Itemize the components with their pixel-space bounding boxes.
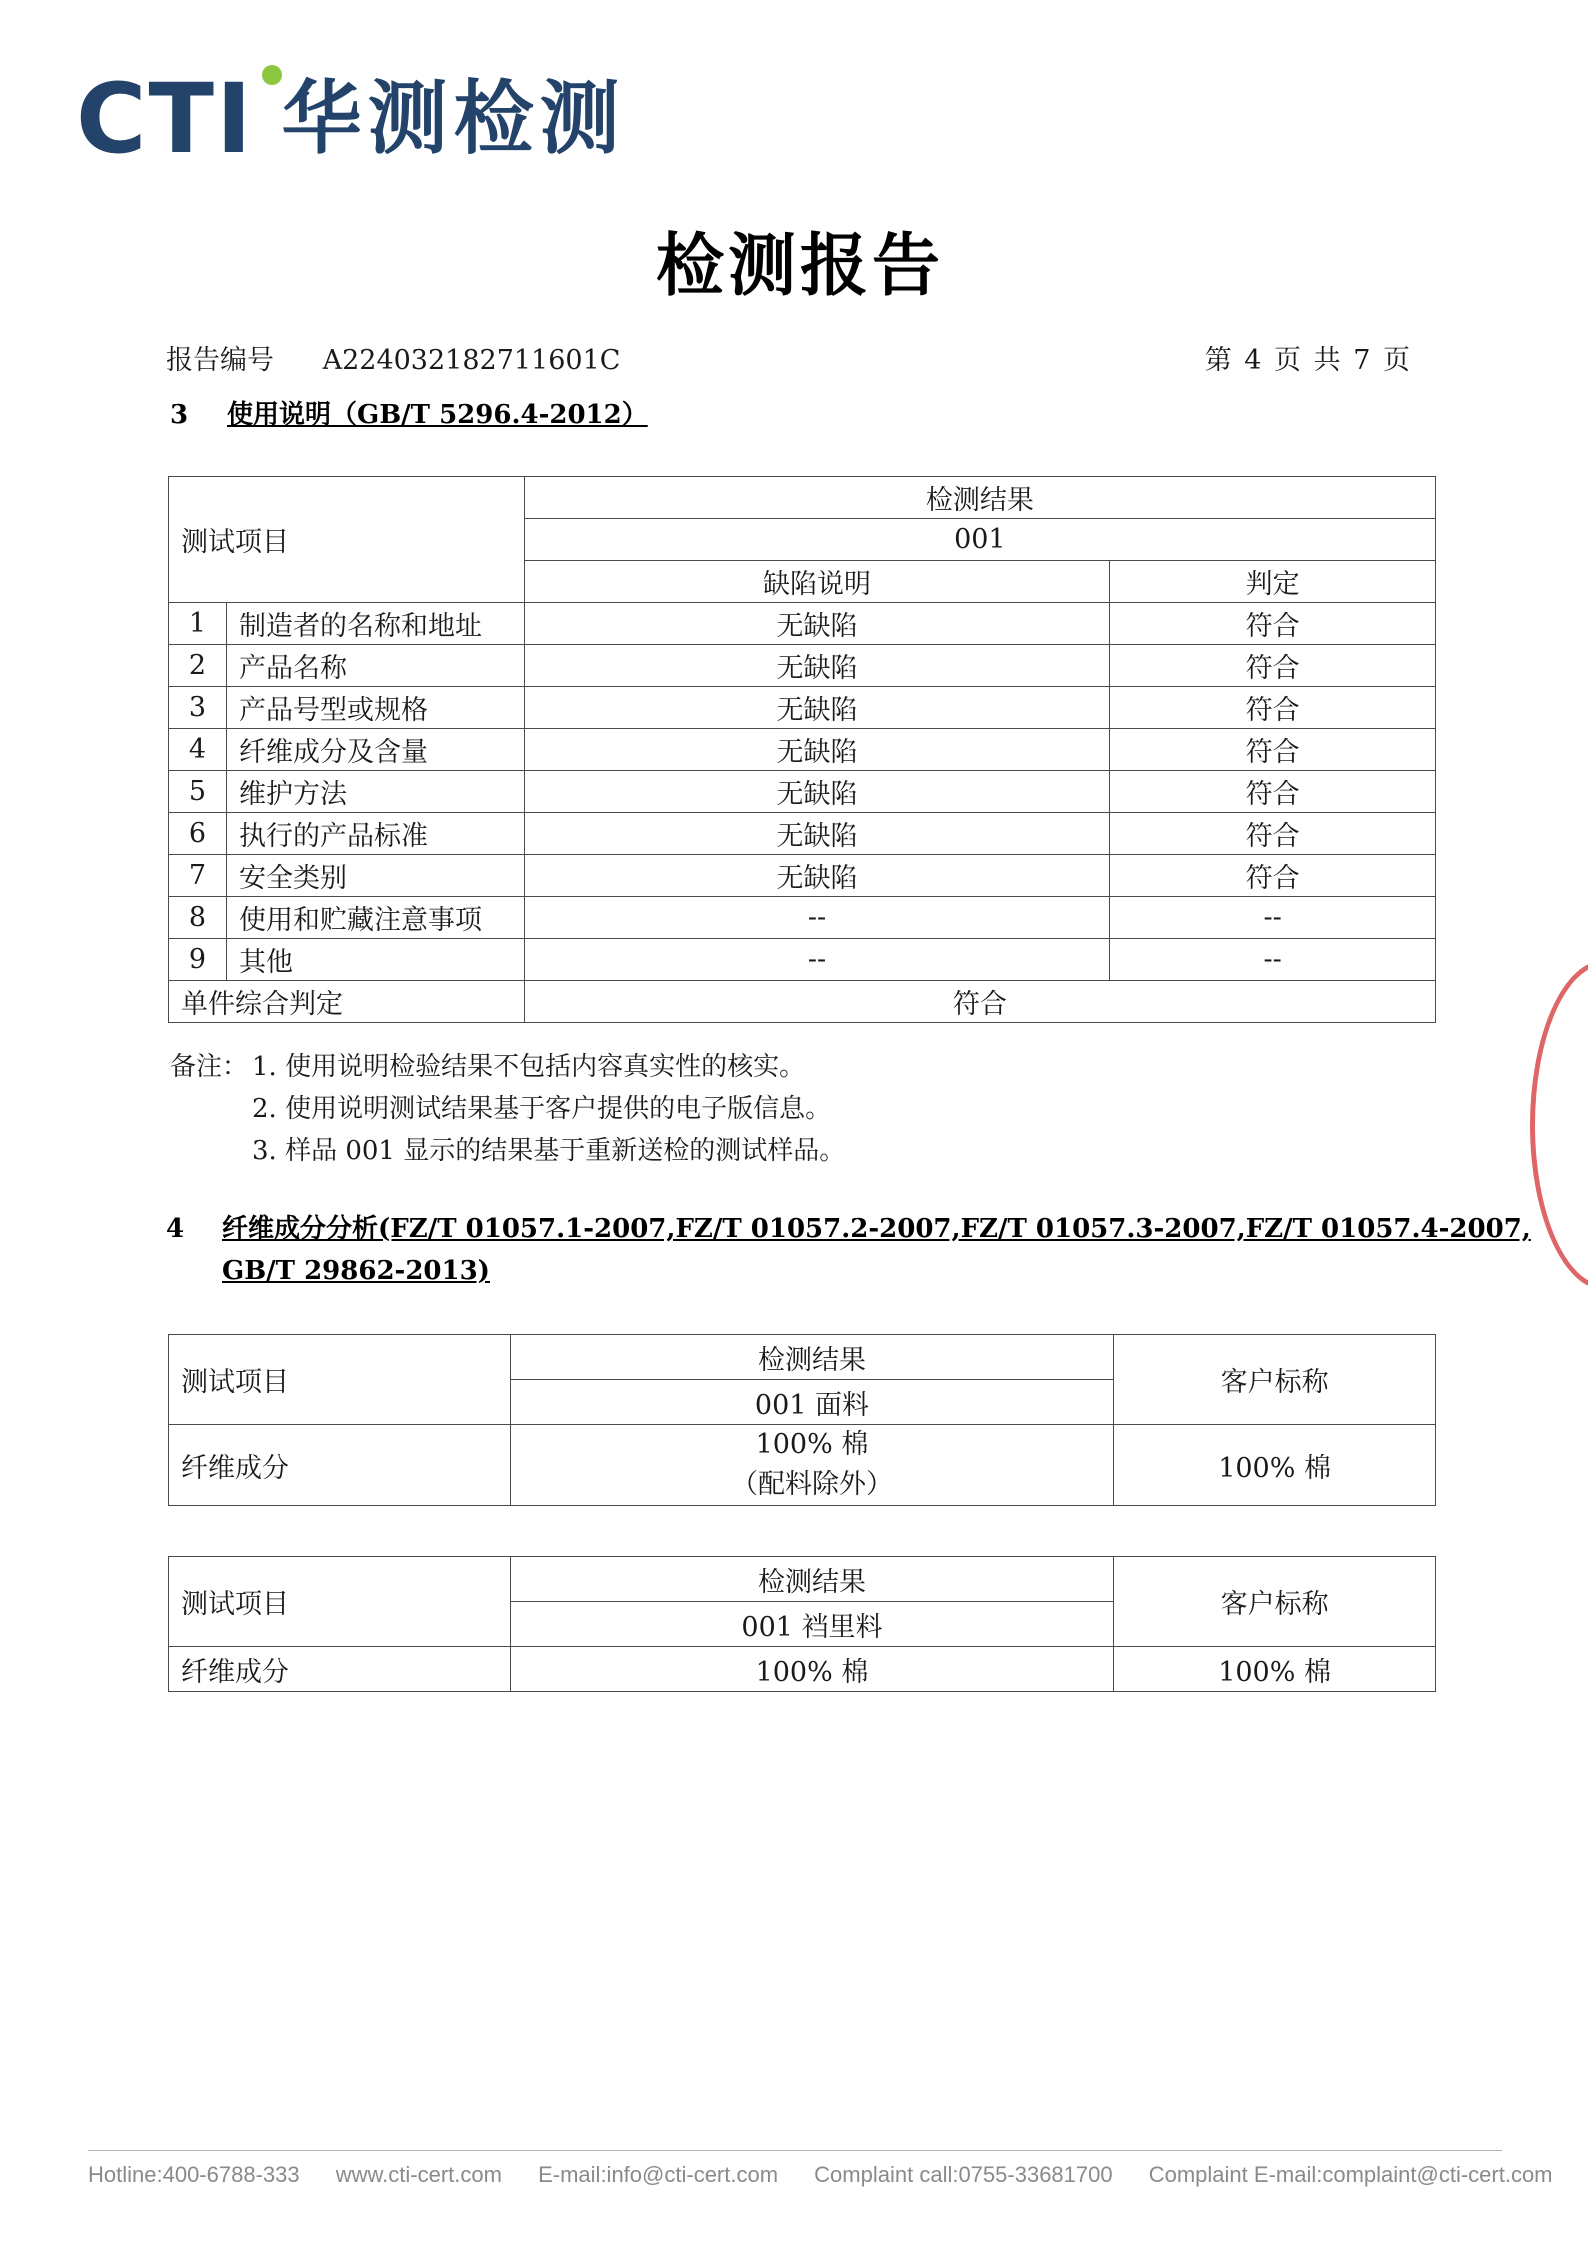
row-judge: 符合 — [1110, 687, 1436, 729]
note-item: 1. 使用说明检验结果不包括内容真实性的核实。 — [252, 1052, 806, 1082]
row-item: 维护方法 — [226, 771, 524, 813]
defect-header: 缺陷说明 — [524, 561, 1110, 603]
logo-name: 华测检测 — [281, 72, 626, 165]
seal-stamp-icon — [1530, 960, 1588, 1290]
row-item: 制造者的名称和地址 — [226, 603, 524, 645]
section-title: 使用说明（GB/T 5296.4-2012） — [227, 400, 648, 430]
row-item: 产品号型或规格 — [226, 687, 524, 729]
footer — [88, 2162, 1583, 2188]
logo-dot-icon — [262, 65, 282, 85]
logo-brand: CTI — [76, 71, 254, 167]
report-number — [166, 338, 620, 377]
row-index: 9 — [169, 939, 227, 981]
footer-hotline: Hotline:400-6788-333 — [88, 2162, 300, 2187]
page-info: 第 4 页 共 7 页 — [1204, 345, 1412, 376]
section-number: 4 — [166, 1214, 185, 1244]
row-item: 产品名称 — [226, 645, 524, 687]
table-row — [169, 1425, 1436, 1506]
footer-complaint-email[interactable]: Complaint E-mail:complaint@cti-cert.com — [1148, 2162, 1553, 2187]
claim-value: 100% 棉 — [1114, 1647, 1436, 1692]
row-index: 5 — [169, 771, 227, 813]
table-row — [169, 687, 1436, 729]
row-index: 7 — [169, 855, 227, 897]
row-index: 3 — [169, 687, 227, 729]
footer-complaint-call: Complaint call:0755-33681700 — [814, 2162, 1113, 2187]
row-label: 纤维成分 — [169, 1425, 511, 1506]
row-item: 安全类别 — [226, 855, 524, 897]
row-judge: 符合 — [1110, 645, 1436, 687]
item-header: 测试项目 — [169, 1557, 511, 1647]
row-defect: 无缺陷 — [524, 645, 1110, 687]
result-line2: （配料除外） — [730, 1469, 893, 1500]
section-title-line1: 纤维成分分析(FZ/T 01057.1-2007,FZ/T 01057.2-2007,FZ/T 01057.3-2007,FZ/T 01057.4-2007, — [222, 1214, 1531, 1244]
row-defect: -- — [524, 897, 1110, 939]
row-item: 使用和贮藏注意事项 — [226, 897, 524, 939]
row-index: 1 — [169, 603, 227, 645]
result-header: 检测结果 — [510, 1335, 1114, 1380]
row-item: 纤维成分及含量 — [226, 729, 524, 771]
row-defect: 无缺陷 — [524, 687, 1110, 729]
table-row — [169, 1647, 1436, 1692]
row-item: 其他 — [226, 939, 524, 981]
notes — [170, 1046, 845, 1172]
row-defect: 无缺陷 — [524, 771, 1110, 813]
company-logo — [76, 64, 626, 174]
row-index: 2 — [169, 645, 227, 687]
note-item: 2. 使用说明测试结果基于客户提供的电子版信息。 — [252, 1094, 832, 1124]
result-header: 检测结果 — [524, 477, 1435, 519]
table-row — [169, 645, 1436, 687]
row-judge: 符合 — [1110, 855, 1436, 897]
footer-email[interactable]: E-mail:info@cti-cert.com — [538, 2162, 779, 2187]
report-number-value: A224032182711601C — [322, 345, 621, 376]
table-row — [169, 729, 1436, 771]
row-judge: 符合 — [1110, 603, 1436, 645]
report-number-label: 报告编号 — [166, 345, 274, 376]
result-line1: 100% 棉 — [755, 1429, 869, 1460]
note-item: 3. 样品 001 显示的结果基于重新送检的测试样品。 — [252, 1136, 846, 1166]
report-title: 检测报告 — [655, 226, 944, 306]
section-title-line2: GB/T 29862-2013) — [222, 1256, 490, 1286]
claim-header: 客户标称 — [1114, 1335, 1436, 1425]
table-row — [169, 939, 1436, 981]
table-row — [169, 813, 1436, 855]
row-label: 纤维成分 — [169, 1647, 511, 1692]
row-judge: 符合 — [1110, 813, 1436, 855]
claim-value: 100% 棉 — [1114, 1425, 1436, 1506]
row-index: 6 — [169, 813, 227, 855]
result-value: 100% 棉 — [510, 1647, 1114, 1692]
claim-header: 客户标称 — [1114, 1557, 1436, 1647]
summary-value: 符合 — [524, 981, 1435, 1023]
section-4-heading — [166, 1208, 1531, 1298]
sample-id: 001 — [524, 519, 1435, 561]
row-judge: -- — [1110, 939, 1436, 981]
fiber-table-crotch-lining — [168, 1556, 1436, 1692]
footer-divider — [88, 2150, 1502, 2151]
judge-header: 判定 — [1110, 561, 1436, 603]
row-defect: -- — [524, 939, 1110, 981]
notes-label: 备注： — [170, 1052, 249, 1082]
table-row — [169, 897, 1436, 939]
row-defect: 无缺陷 — [524, 855, 1110, 897]
row-defect: 无缺陷 — [524, 729, 1110, 771]
fiber-table-fabric — [168, 1334, 1436, 1506]
row-defect: 无缺陷 — [524, 813, 1110, 855]
item-header: 测试项目 — [169, 477, 525, 603]
row-judge: 符合 — [1110, 729, 1436, 771]
sample-label: 001 面料 — [510, 1380, 1114, 1425]
row-defect: 无缺陷 — [524, 603, 1110, 645]
row-judge: -- — [1110, 897, 1436, 939]
row-index: 8 — [169, 897, 227, 939]
row-judge: 符合 — [1110, 771, 1436, 813]
summary-label: 单件综合判定 — [169, 981, 525, 1023]
result-value — [510, 1425, 1114, 1506]
section-number: 3 — [170, 400, 189, 430]
result-header: 检测结果 — [510, 1557, 1114, 1602]
row-index: 4 — [169, 729, 227, 771]
row-item: 执行的产品标准 — [226, 813, 524, 855]
table-row — [169, 855, 1436, 897]
table-row — [169, 603, 1436, 645]
summary-row — [169, 981, 1436, 1023]
sample-label: 001 裆里料 — [510, 1602, 1114, 1647]
table-row — [169, 771, 1436, 813]
footer-website[interactable]: www.cti-cert.com — [335, 2162, 502, 2187]
item-header: 测试项目 — [169, 1335, 511, 1425]
instructions-table — [168, 476, 1436, 1023]
